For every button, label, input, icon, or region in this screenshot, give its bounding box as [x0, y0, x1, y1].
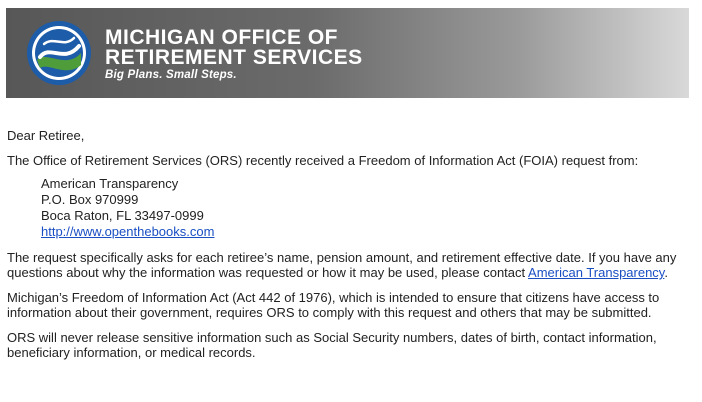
requester-website-link[interactable]: http://www.openthebooks.com	[41, 224, 215, 239]
foia-paragraph: Michigan’s Freedom of Information Act (Act 442 of 1976), which is intended to ensure that citizens have access to information about their government, requires ORS to comply with this request and others that may be submitted.	[7, 290, 660, 320]
letter-body	[7, 128, 697, 370]
privacy-paragraph: ORS will never release sensitive information such as Social Security numbers, dates of birth, contact information, beneficiary information, or medical records.	[7, 330, 657, 360]
brand-title-line2: RETIREMENT SERVICES	[105, 46, 363, 69]
intro-paragraph: The Office of Retirement Services (ORS) recently received a Freedom of Information Act (FOIA) request from:	[7, 153, 639, 168]
brand-block	[105, 28, 363, 81]
address-po-box: P.O. Box 970999	[41, 192, 139, 207]
greeting: Dear Retiree,	[7, 128, 85, 143]
request-paragraph-end: .	[664, 265, 668, 280]
brand-tagline: Big Plans. Small Steps.	[105, 69, 237, 81]
american-transparency-link[interactable]: American Transparency	[528, 265, 665, 280]
address-org: American Transparency	[41, 176, 179, 191]
brand-title-line1: MICHIGAN OFFICE OF	[105, 26, 338, 49]
requester-address	[41, 176, 697, 240]
address-city: Boca Raton, FL 33497-0999	[41, 208, 204, 223]
request-paragraph	[7, 250, 697, 280]
header-banner	[6, 8, 689, 98]
michigan-logo-icon	[26, 20, 92, 86]
request-paragraph-text: The request specifically asks for each retiree’s name, pension amount, and retirement effective date. If you have any questions about why the information was requested or how it may be used, please contact	[7, 250, 677, 280]
